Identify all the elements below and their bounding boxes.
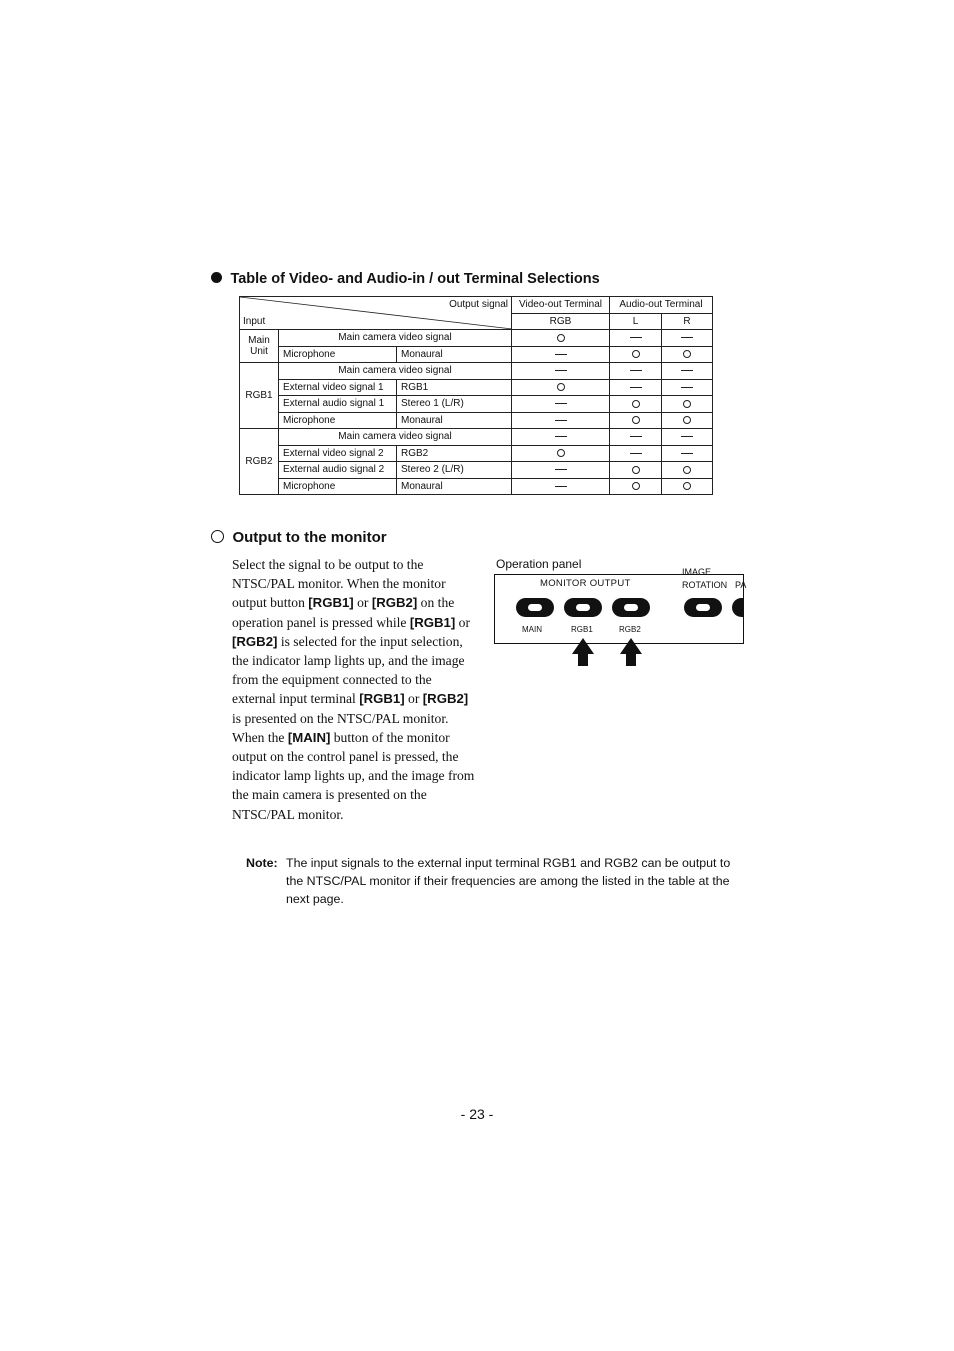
circle-mark-icon (683, 350, 691, 358)
dash-mark-icon (555, 370, 567, 371)
source-cell: RGB1 (397, 379, 512, 396)
button-reference: [MAIN] (287, 729, 331, 745)
rotation-label: ROTATION (682, 580, 728, 590)
dash-mark-icon (681, 436, 693, 437)
table-header-row-1 (240, 297, 713, 314)
circle-mark-icon (557, 334, 565, 342)
output-signal-label: Output signal (449, 299, 508, 310)
mark-cell (512, 478, 610, 495)
circle-mark-icon (683, 416, 691, 424)
dash-mark-icon (681, 387, 693, 388)
dash-mark-icon (555, 420, 567, 421)
mark-cell (662, 346, 713, 363)
main-button-label: MAIN (522, 625, 542, 634)
dash-mark-icon (630, 387, 642, 388)
circle-mark-icon (557, 449, 565, 457)
l-header: L (610, 313, 662, 330)
mark-cell (610, 363, 662, 380)
dash-mark-icon (555, 486, 567, 487)
mark-cell (610, 445, 662, 462)
rgb1-button-shape (564, 598, 602, 617)
dash-mark-icon (555, 469, 567, 470)
button-reference: [RGB1] (409, 614, 456, 630)
output-title: Output to the monitor (232, 529, 387, 546)
note-text: The input signals to the external input terminal RGB1 and RGB2 can be output to the NTSC/PAL monitor if their frequencies are among the listed in the table at the next page. (286, 856, 731, 906)
table-row (240, 396, 713, 413)
mark-cell (512, 330, 610, 347)
text-segment: or (353, 595, 372, 611)
circle-mark-icon (557, 383, 565, 391)
button-reference: [RGB1] (308, 595, 354, 611)
image-rotation-button-shape (684, 598, 722, 617)
signal-cell: Main camera video signal (279, 363, 512, 380)
main-button-shape (516, 598, 554, 617)
circle-mark-icon (632, 482, 640, 490)
button-reference: [RGB2] (371, 595, 418, 611)
mark-cell (662, 478, 713, 495)
signal-cell: Microphone (279, 412, 397, 429)
mark-cell (662, 462, 713, 479)
signal-cell: Microphone (279, 346, 397, 363)
dash-mark-icon (555, 436, 567, 437)
rgb2-button-shape (612, 598, 650, 617)
table-row (240, 412, 713, 429)
table-row (240, 429, 713, 446)
cut-button-shape (732, 598, 762, 617)
r-header: R (662, 313, 713, 330)
mark-cell (610, 429, 662, 446)
source-cell: Monaural (397, 346, 512, 363)
table-row (240, 478, 713, 495)
output-heading (211, 529, 387, 547)
dash-mark-icon (630, 337, 642, 338)
text-segment: on the operation panel is pressed while (232, 595, 455, 630)
circle-mark-icon (683, 400, 691, 408)
operation-panel-illustration (494, 567, 747, 644)
mark-cell (610, 330, 662, 347)
text-segment: or (455, 614, 470, 630)
button-reference: [RGB2] (232, 633, 278, 649)
text-segment: or (404, 691, 423, 707)
button-reference: [RGB1] (359, 691, 405, 707)
table-row (240, 379, 713, 396)
terminal-selection-table (239, 296, 713, 495)
mark-cell (662, 412, 713, 429)
rgb-header: RGB (512, 313, 610, 330)
group-label: Main Unit (240, 330, 279, 363)
signal-cell: External video signal 2 (279, 445, 397, 462)
monitor-output-label: MONITOR OUTPUT (540, 578, 631, 589)
source-cell: RGB2 (397, 445, 512, 462)
circle-mark-icon (632, 350, 640, 358)
dash-mark-icon (630, 453, 642, 454)
dash-mark-icon (681, 453, 693, 454)
signal-cell: Microphone (279, 478, 397, 495)
output-paragraph (232, 555, 476, 824)
source-cell: Stereo 2 (L/R) (397, 462, 512, 479)
mark-cell (512, 445, 610, 462)
mark-cell (662, 330, 713, 347)
text-segment: Select the signal to be output to the NTSC/PAL monitor. When the monitor output button (232, 557, 446, 611)
diagonal-header-cell (240, 297, 512, 330)
signal-cell: External audio signal 2 (279, 462, 397, 479)
dash-mark-icon (630, 370, 642, 371)
mark-cell (610, 396, 662, 413)
table-title: Table of Video- and Audio-in / out Terminal Selections (230, 271, 600, 287)
dash-mark-icon (630, 436, 642, 437)
video-out-header: Video-out Terminal (512, 297, 610, 314)
circle-mark-icon (632, 466, 640, 474)
panel-caption: Operation panel (496, 557, 582, 571)
table-row (240, 445, 713, 462)
bullet-dot-icon (211, 272, 222, 283)
mark-cell (662, 379, 713, 396)
source-cell: Monaural (397, 478, 512, 495)
text-segment: is presented on the NTSC/PAL monitor. When the (232, 710, 449, 745)
mark-cell (610, 462, 662, 479)
note-label: Note: (246, 856, 278, 870)
mark-cell (610, 412, 662, 429)
audio-out-header: Audio-out Terminal (610, 297, 713, 314)
mark-cell (512, 363, 610, 380)
mark-cell (662, 429, 713, 446)
table-heading (211, 270, 600, 288)
button-reference: [RGB2] (422, 691, 469, 707)
terminal-selection-table-wrap (239, 296, 713, 495)
signal-cell: External audio signal 1 (279, 396, 397, 413)
mark-cell (610, 346, 662, 363)
cut-label: PA (735, 580, 747, 590)
ring-bullet-icon (211, 530, 224, 543)
group-label: RGB2 (240, 429, 279, 495)
table-row (240, 330, 713, 347)
source-cell: Monaural (397, 412, 512, 429)
mark-cell (512, 396, 610, 413)
mark-cell (610, 478, 662, 495)
dash-mark-icon (555, 403, 567, 404)
dash-mark-icon (681, 337, 693, 338)
mark-cell (662, 445, 713, 462)
mark-cell (610, 379, 662, 396)
table-row (240, 346, 713, 363)
input-label: Input (243, 316, 266, 327)
signal-cell: Main camera video signal (279, 429, 512, 446)
table-row (240, 462, 713, 479)
image-label: IMAGE (682, 567, 712, 577)
circle-mark-icon (632, 400, 640, 408)
mark-cell (512, 412, 610, 429)
circle-mark-icon (683, 466, 691, 474)
signal-cell: External video signal 1 (279, 379, 397, 396)
mark-cell (662, 396, 713, 413)
table-row (240, 363, 713, 380)
page-number: - 23 - (460, 1106, 494, 1122)
rgb1-button-label: RGB1 (571, 625, 593, 634)
mark-cell (512, 462, 610, 479)
source-cell: Stereo 1 (L/R) (397, 396, 512, 413)
text-segment: button of the monitor output on the control panel is pressed, the indicator lamp lights up, and the image from the main camera is presented on the NTSC/PAL monitor. (232, 729, 475, 822)
rgb2-button-label: RGB2 (619, 625, 641, 634)
mark-cell (512, 346, 610, 363)
mark-cell (512, 379, 610, 396)
mark-cell (512, 429, 610, 446)
circle-mark-icon (683, 482, 691, 490)
dash-mark-icon (681, 370, 693, 371)
dash-mark-icon (555, 354, 567, 355)
signal-cell: Main camera video signal (279, 330, 512, 347)
mark-cell (662, 363, 713, 380)
circle-mark-icon (632, 416, 640, 424)
text-segment: is selected for the input selection, the indicator lamp lights up, and the image from the equipment connected to the external input terminal (232, 633, 465, 707)
group-label: RGB1 (240, 363, 279, 429)
